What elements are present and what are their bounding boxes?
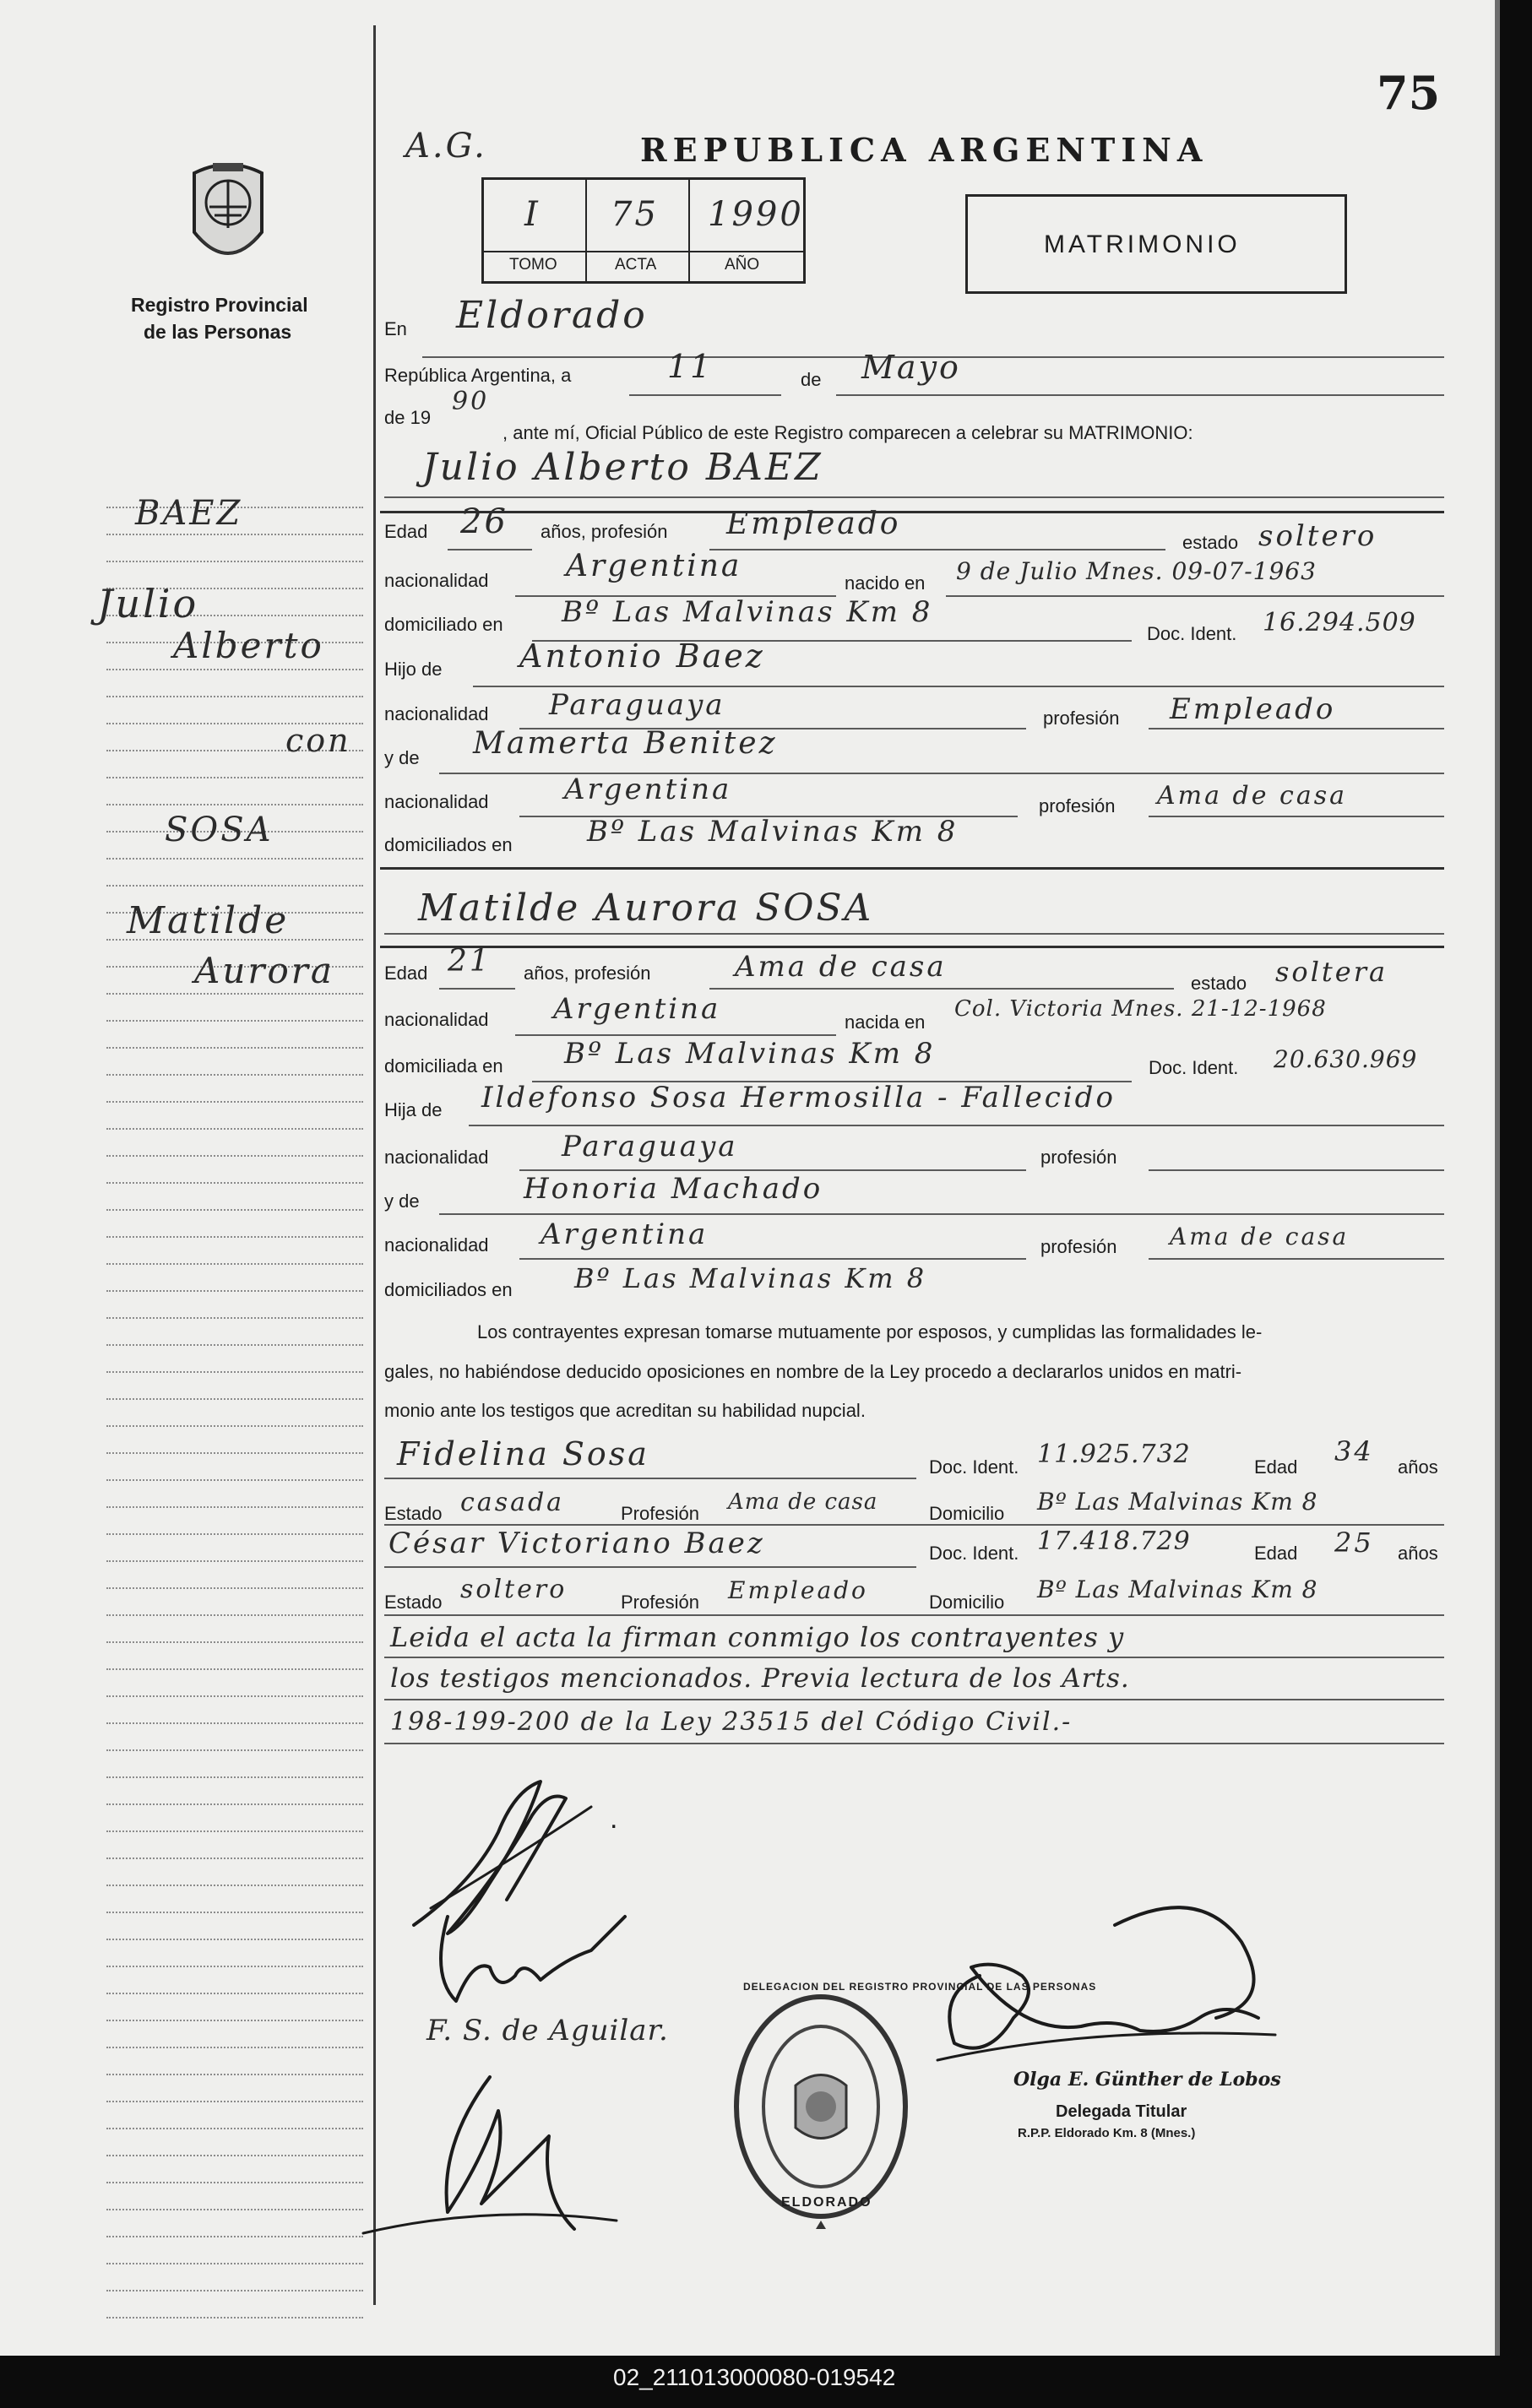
groom-label-doc: Doc. Ident. [1147, 623, 1237, 644]
witness-1-label-doc: Doc. Ident. [929, 1456, 1019, 1478]
declaration-line3: monio ante los testigos que acreditan su habilidad nupcial. [384, 1400, 866, 1421]
bride-age: 21 [448, 944, 492, 979]
margin-ruled-line [106, 1830, 363, 1832]
bride-label-nac-padre: nacionalidad [384, 1147, 489, 1168]
margin-ruled-line [106, 2209, 363, 2210]
official-name: Olga E. Günther de Lobos [1013, 2069, 1281, 2091]
bride-label-nacida: nacida en [845, 1011, 926, 1033]
acta-value: 75 [611, 195, 659, 234]
groom-nationality: Argentina [566, 549, 742, 583]
bride-label-doc: Doc. Ident. [1149, 1057, 1239, 1078]
bride-mother-profession: Ama de casa [1170, 1223, 1350, 1250]
bride-label-nacionalidad: nacionalidad [384, 1009, 489, 1030]
day: 11 [667, 348, 714, 385]
groom-label-estado: estado [1182, 532, 1239, 553]
record-type: MATRIMONIO [1044, 230, 1241, 258]
bride-label-prof-padre: profesión [1040, 1147, 1117, 1168]
groom-label-domiciliado: domiciliado en [384, 614, 503, 635]
registry-name-line1: Registro Provincial [131, 294, 308, 316]
witness-2-label-profesion: Profesión [621, 1592, 699, 1613]
margin-ruled-line [106, 1371, 363, 1373]
image-code: 02_211013000080-019542 [613, 2364, 896, 2390]
margin-ruled-line [106, 1939, 363, 1940]
margin-ruled-line [106, 1614, 363, 1616]
groom-label-y-de: y de [384, 747, 420, 768]
witness-2-label-doc: Doc. Ident. [929, 1543, 1019, 1564]
margin-ruled-line [106, 2182, 363, 2183]
margin-ruled-line [106, 1722, 363, 1724]
margin-groom-given-1: Julio [97, 581, 199, 626]
margin-ruled-line [106, 1452, 363, 1454]
margin-ruled-line [106, 669, 363, 670]
groom-label-prof-madre: profesión [1039, 795, 1116, 816]
margin-ruled-line [106, 1533, 363, 1535]
margin-ruled-line [106, 1236, 363, 1238]
margin-ruled-line [106, 1398, 363, 1400]
margin-ruled-line [106, 885, 363, 887]
groom-label-prof-padre: profesión [1043, 708, 1120, 729]
groom-label-nac-madre: nacionalidad [384, 791, 489, 812]
groom-parents-address: Bº Las Malvinas Km 8 [587, 815, 959, 849]
margin-ruled-line [106, 2020, 363, 2021]
groom-address: Bº Las Malvinas Km 8 [562, 595, 933, 629]
margin-bride-given-1: Matilde [127, 899, 290, 942]
groom-label-profesion: años, profesión [541, 521, 668, 542]
margin-ruled-line [106, 1047, 363, 1049]
margin-ruled-line [106, 1425, 363, 1427]
groom-birth: 9 de Julio Mnes. 09-07-1963 [956, 557, 1317, 585]
bride-profession: Ama de casa [735, 950, 947, 984]
margin-ruled-line [106, 534, 363, 535]
margin-ruled-line [106, 2263, 363, 2264]
seal-city: ELDORADO [781, 2195, 872, 2210]
record-type-box [965, 194, 1347, 294]
tomo-value: I [524, 195, 541, 234]
bride-label-prof-madre: profesión [1040, 1236, 1117, 1257]
bride-label-nac-madre: nacionalidad [384, 1234, 489, 1256]
bride-signature [422, 1900, 642, 2026]
groom-age: 26 [460, 502, 508, 541]
bride-address: Bº Las Malvinas Km 8 [564, 1037, 936, 1071]
margin-ruled-line [106, 561, 363, 562]
bride-mother: Honoria Machado [524, 1172, 823, 1206]
closing-line2: los testigos mencionados. Previa lectura de los Arts. [390, 1663, 1130, 1694]
month: Mayo [861, 349, 961, 386]
groom-mother-nationality: Argentina [564, 773, 732, 806]
margin-ruled-line [106, 1506, 363, 1508]
groom-profession: Empleado [726, 507, 901, 541]
witness-signature [355, 2060, 625, 2246]
margin-ruled-line [106, 1101, 363, 1103]
margin-ruled-line [106, 1209, 363, 1211]
groom-label-nac-padre: nacionalidad [384, 703, 489, 724]
witness-2-label-estado: Estado [384, 1592, 443, 1613]
groom-full-name: Julio Alberto BAEZ [422, 446, 823, 489]
witness-2-doc: 17.418.729 [1037, 1527, 1191, 1556]
bride-father: Ildefonso Sosa Hermosilla - Fallecido [481, 1081, 1116, 1115]
margin-ruled-line [106, 1479, 363, 1481]
official-title: Delegada Titular [1056, 2102, 1187, 2121]
margin-ruled-line [106, 1587, 363, 1589]
margin-ruled-line [106, 1263, 363, 1265]
witness-2-name: César Victoriano Baez [388, 1527, 765, 1560]
margin-ruled-line [106, 1966, 363, 1967]
signature-dot: . [610, 1803, 618, 1835]
witness-1-label-profesion: Profesión [621, 1503, 699, 1524]
groom-label-hijo: Hijo de [384, 659, 443, 680]
witness-2-label-anios: años [1398, 1543, 1438, 1564]
witness-1-doc: 11.925.732 [1037, 1440, 1191, 1469]
groom-mother: Mamerta Benitez [473, 726, 778, 761]
margin-ruled-line [106, 1695, 363, 1697]
official-signature [921, 1891, 1301, 2077]
groom-father: Antonio Baez [519, 637, 765, 675]
margin-ruled-line [106, 2101, 363, 2102]
margin-ruled-line [106, 1560, 363, 1562]
groom-label-edad: Edad [384, 521, 428, 542]
year-suffix: 90 [452, 387, 490, 416]
bride-label-profesion: años, profesión [524, 963, 651, 984]
anio-value: 1990 [708, 195, 804, 234]
label-republica: República Argentina, a [384, 365, 572, 386]
margin-ruled-line [106, 2047, 363, 2048]
margin-ruled-line [106, 1803, 363, 1805]
margin-ruled-line [106, 1749, 363, 1751]
bride-full-name: Matilde Aurora SOSA [418, 887, 874, 930]
anio-label: AÑO [725, 256, 760, 274]
witness-1-age: 34 [1334, 1435, 1374, 1467]
place: Eldorado [456, 294, 648, 337]
bride-birth: Col. Victoria Mnes. 21-12-1968 [954, 996, 1327, 1022]
margin-ruled-line [106, 1290, 363, 1292]
margin-ruled-line [106, 1641, 363, 1643]
acta-label: ACTA [615, 256, 657, 274]
bride-label-y-de: y de [384, 1190, 420, 1212]
official-office: R.P.P. Eldorado Km. 8 (Mnes.) [1018, 2126, 1196, 2140]
witness-2-address: Bº Las Malvinas Km 8 [1037, 1576, 1318, 1603]
margin-connector: con [285, 722, 351, 759]
declaration-line2: gales, no habiéndose deducido oposiciones en nombre de la Ley procedo a declararlos unidos en matri- [384, 1361, 1242, 1382]
groom-label-domiciliados: domiciliados en [384, 834, 513, 855]
groom-civil-status: soltero [1258, 519, 1377, 553]
margin-ruled-line [106, 1344, 363, 1346]
margin-ruled-line [106, 1182, 363, 1184]
margin-ruled-line [106, 1885, 363, 1886]
bride-parents-address: Bº Las Malvinas Km 8 [574, 1262, 927, 1294]
witness-1-label-anios: años [1398, 1456, 1438, 1478]
bride-father-nationality: Paraguaya [562, 1130, 738, 1163]
witness-1-profession: Ama de casa [728, 1489, 878, 1515]
label-year-prefix: de 19 [384, 407, 432, 428]
label-en: En [384, 318, 407, 339]
groom-doc: 16.294.509 [1263, 608, 1416, 637]
record-box [481, 177, 806, 284]
closing-line3: 198-199-200 de la Ley 23515 del Código Civil.- [390, 1707, 1073, 1737]
margin-groom-surname: BAEZ [135, 494, 243, 533]
bride-label-domiciliada: domiciliada en [384, 1055, 503, 1077]
witness-2-label-edad: Edad [1254, 1543, 1298, 1564]
margin-ruled-line [106, 1317, 363, 1319]
bride-doc: 20.630.969 [1274, 1045, 1418, 1073]
tomo-label: TOMO [509, 256, 557, 274]
bride-civil-status: soltera [1275, 956, 1388, 988]
seal-text: DELEGACION DEL REGISTRO PROVINCIAL DE LAS PERSONAS [743, 1981, 1097, 1993]
margin-ruled-line [106, 1912, 363, 1913]
margin-ruled-line [106, 2290, 363, 2291]
margin-ruled-line [106, 777, 363, 778]
witness-1-status: casada [460, 1488, 565, 1517]
margin-bride-given-2: Aurora [194, 950, 334, 991]
witness-1-address: Bº Las Malvinas Km 8 [1037, 1488, 1318, 1516]
margin-ruled-line [106, 696, 363, 697]
bride-nationality: Argentina [553, 992, 721, 1026]
witness-signature-print: F. S. de Aguilar. [426, 2014, 669, 2047]
page-number: 75 [1377, 66, 1441, 120]
declaration-line1: Los contrayentes expresan tomarse mutuamente por esposos, y cumplidas las formalidades le- [477, 1321, 1263, 1342]
margin-ruled-line [106, 1020, 363, 1022]
margin-ruled-line [106, 2236, 363, 2237]
groom-label-nacido: nacido en [845, 572, 926, 594]
margin-ruled-line [106, 1128, 363, 1130]
country-title: REPUBLICA ARGENTINA [640, 131, 1209, 169]
bride-label-edad: Edad [384, 963, 428, 984]
label-de: de [801, 369, 822, 390]
margin-divider [373, 25, 376, 2305]
witness-1-label-estado: Estado [384, 1503, 443, 1524]
closing-line1: Leida el acta la firman conmigo los contrayentes y [390, 1621, 1125, 1653]
witness-2-profession: Empleado [728, 1576, 868, 1604]
witness-2-age: 25 [1334, 1527, 1374, 1559]
margin-ruled-line [106, 2317, 363, 2319]
coat-of-arms-icon [177, 156, 279, 279]
margin-ruled-line [106, 993, 363, 995]
groom-father-profession: Empleado [1170, 692, 1336, 726]
margin-bride-surname: SOSA [165, 811, 274, 849]
margin-ruled-line [106, 804, 363, 805]
margin-ruled-line [106, 1074, 363, 1076]
groom-mother-profession: Ama de casa [1157, 781, 1347, 811]
bride-label-estado: estado [1191, 973, 1247, 994]
groom-father-nationality: Paraguaya [549, 688, 725, 722]
registry-name-line2: de las Personas [144, 321, 292, 343]
witness-2-label-domicilio: Domicilio [929, 1592, 1005, 1613]
margin-ruled-line [106, 2074, 363, 2075]
witness-1-name: Fidelina Sosa [397, 1435, 649, 1472]
bride-label-hija: Hija de [384, 1099, 443, 1120]
margin-column [15, 0, 372, 2356]
label-comparecen: , ante mí, Oficial Público de este Registro comparecen a celebrar su MATRIMONIO: [503, 422, 1193, 443]
groom-label-nacionalidad: nacionalidad [384, 570, 489, 591]
margin-ruled-line [106, 2128, 363, 2129]
witness-1-label-domicilio: Domicilio [929, 1503, 1005, 1524]
margin-ruled-line [106, 1858, 363, 1859]
margin-ruled-line [106, 2155, 363, 2156]
margin-groom-given-2: Alberto [173, 625, 324, 666]
witness-2-status: soltero [460, 1575, 568, 1604]
handwritten-initials: A.G. [405, 127, 487, 165]
margin-ruled-line [106, 1776, 363, 1778]
witness-1-label-edad: Edad [1254, 1456, 1298, 1478]
bride-mother-nationality: Argentina [541, 1218, 709, 1251]
margin-ruled-line [106, 858, 363, 860]
bride-label-domiciliados: domiciliados en [384, 1279, 513, 1300]
margin-ruled-line [106, 1668, 363, 1670]
margin-ruled-line [106, 1155, 363, 1157]
margin-ruled-line [106, 1993, 363, 1994]
